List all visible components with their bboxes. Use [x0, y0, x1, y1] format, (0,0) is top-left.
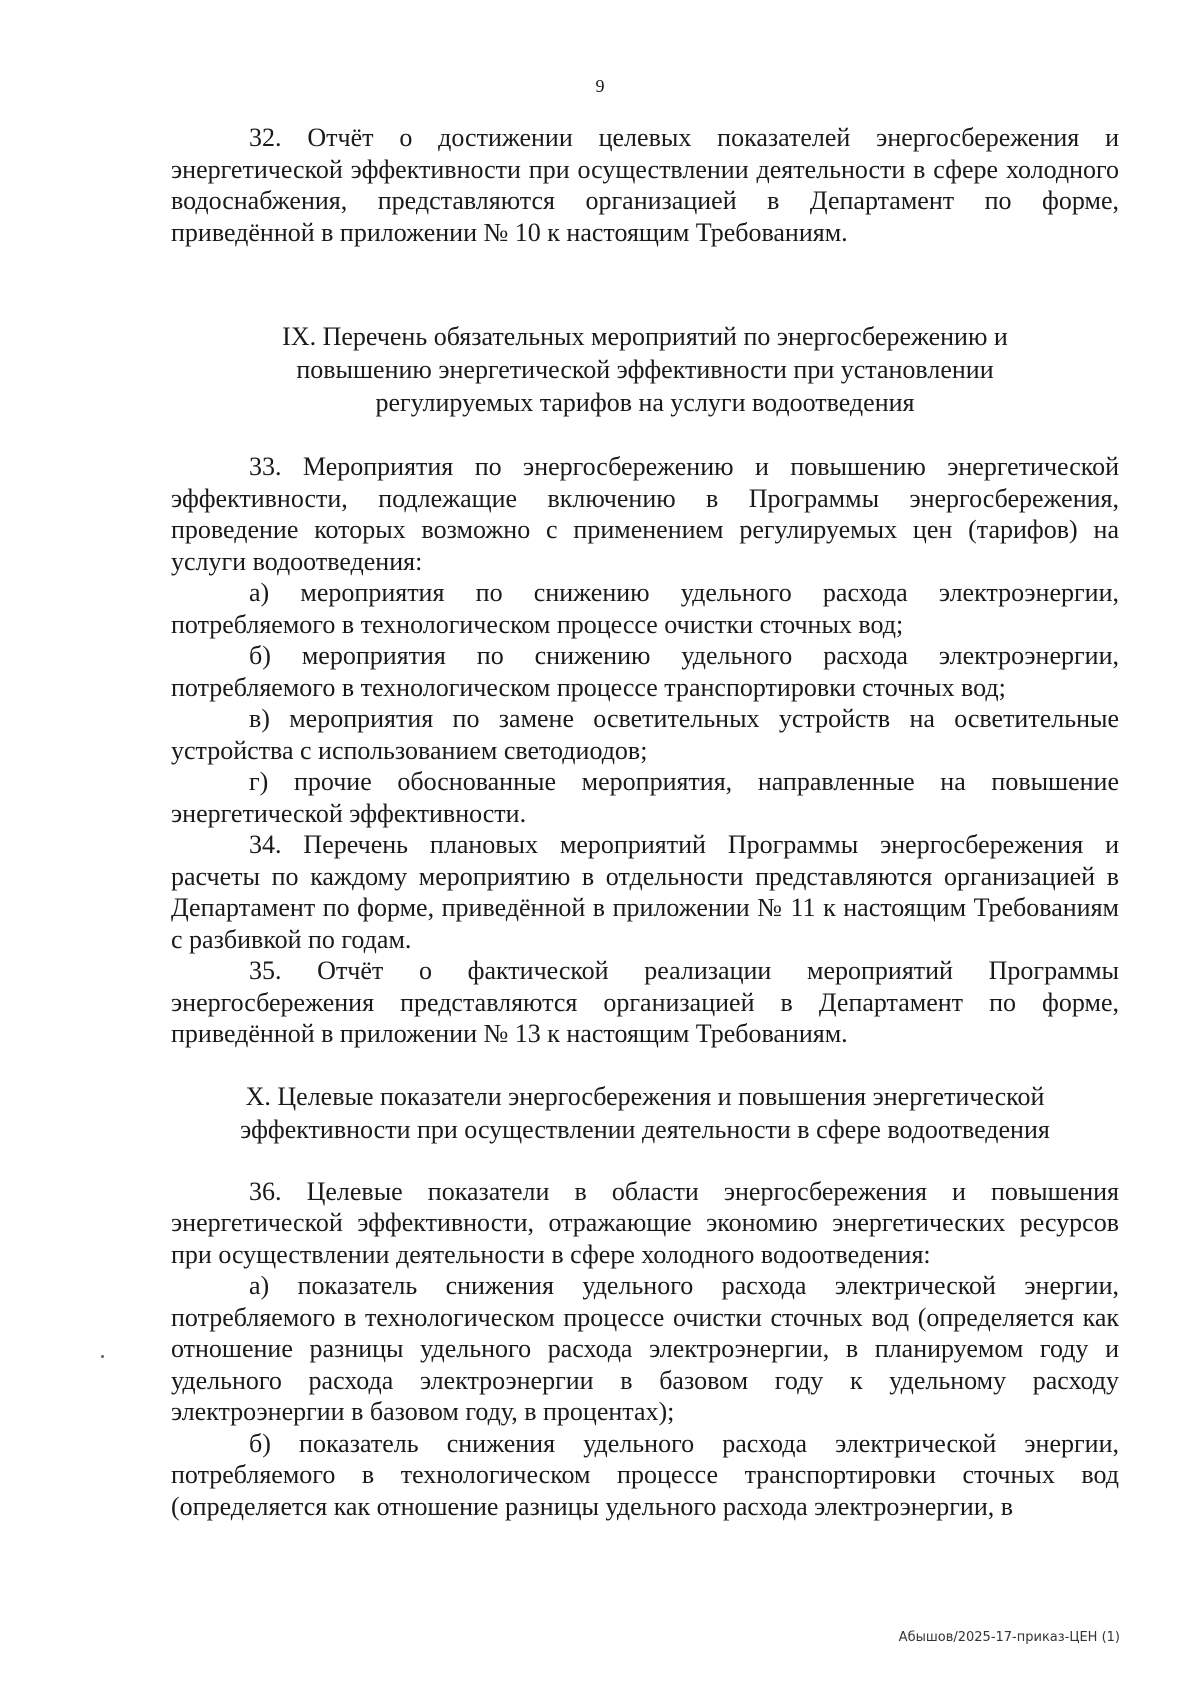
section-heading-x: X. Целевые показатели энергосбережения и повышения энергетической эффективности при осуществлении деятельности в сфере водоотведения — [240, 1081, 1050, 1144]
paragraph-33: 33. Мероприятия по энергосбережению и повышению энергетической эффективности, подлежащие включению в Программы энергосбережения, проведение которых возможно с применением регулируемых цен (тарифов) на услуги водоотведения: — [171, 452, 1119, 576]
paragraph-33-a: а) мероприятия по снижению удельного расхода электроэнергии, потребляемого в технологическом процессе очистки сточных вод; — [171, 578, 1119, 639]
page-number: 9 — [595, 76, 605, 96]
document-reference: Абышов/2025-17-приказ-ЦЕН (1) — [898, 1630, 1120, 1645]
paragraph-36-b: б) показатель снижения удельного расхода электрической энергии, потребляемого в технологическом процессе транспортировки сточных вод (определяется как отношение разницы удельного расхода электроэнергии, в — [171, 1428, 1119, 1521]
paragraph-34: 34. Перечень плановых мероприятий Программы энергосбережения и расчеты по каждому мероприятию в отдельности представляются организацией в Департамент по форме, приведённой в приложении № 11 к настоящим Требованиям с разбивкой по годам. — [171, 830, 1119, 954]
paragraph-36: 36. Целевые показатели в области энергосбережения и повышения энергетической эффективности, отражающие экономию энергетических ресурсов при осуществлении деятельности в сфере холодного водоотведения: — [171, 1176, 1119, 1269]
paragraph-35: 35. Отчёт о фактической реализации мероприятий Программы энергосбережения представляются организацией в Департамент по форме, приведённой в приложении № 13 к настоящим Требованиям. — [171, 956, 1119, 1048]
paragraph-33-d: г) прочие обоснованные мероприятия, направленные на повышение энергетической эффективности. — [171, 767, 1119, 828]
paragraph-36-a: а) показатель снижения удельного расхода электрической энергии, потребляемого в технологическом процессе очистки сточных вод (определяется как отношение разницы удельного расхода электроэнергии, в планируемом году и удельного расхода электроэнергии в базовом году к удельному расходу электроэнергии в базовом году, в процентах); — [171, 1271, 1119, 1426]
scan-speck — [101, 1355, 104, 1358]
section-heading-ix: IX. Перечень обязательных мероприятий по энергосбережению и повышению энергетической эффективности при установлении регулируемых тарифов на услуги водоотведения — [282, 322, 1008, 417]
paragraph-33-b: б) мероприятия по снижению удельного расхода электроэнергии, потребляемого в технологическом процессе транспортировки сточных вод; — [171, 641, 1119, 702]
document-body — [171, 122, 1119, 1522]
paragraph-33-c: в) мероприятия по замене осветительных устройств на осветительные устройства с использованием светодиодов; — [171, 704, 1119, 765]
paragraph-32: 32. Отчёт о достижении целевых показателей энергосбережения и энергетической эффективности при осуществлении деятельности в сфере холодного водоснабжения, представляются организацией в Департамент по форме, приведённой в приложении № 10 к настоящим Требованиям. — [171, 123, 1119, 247]
